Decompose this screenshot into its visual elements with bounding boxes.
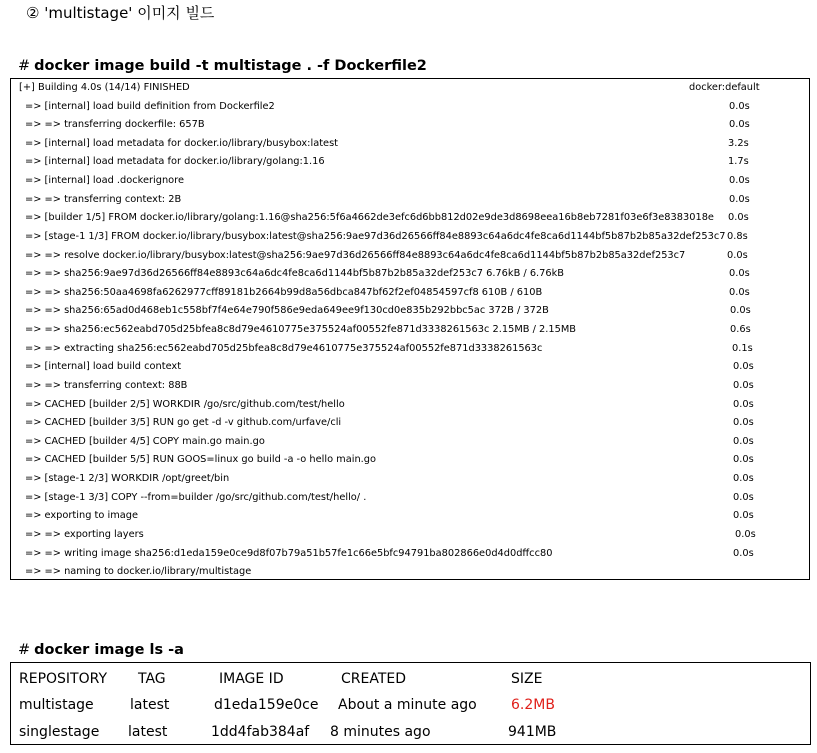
build-line-text: => [stage-1 3/3] COPY --from=builder /go/src/github.com/test/hello/ . <box>25 491 367 503</box>
cell-size-highlight: 6.2MB <box>511 697 555 713</box>
build-line-text: => [internal] load metadata for docker.io/library/golang:1.16 <box>25 156 325 168</box>
build-line-text: => => writing image sha256:d1eda159e0ce9d8f07b79a51b57fe1c66e5bfc94791ba802866e0d4d0dffcc80 <box>25 547 553 559</box>
build-line-time: 0.0s <box>733 361 754 373</box>
build-line-time: 0.0s <box>729 175 750 187</box>
build-line-text: => => transferring context: 88B <box>25 379 188 391</box>
header-repository: REPOSITORY <box>19 671 108 687</box>
build-line <box>11 396 809 415</box>
cell-image-id: d1eda159e0ce <box>214 697 319 713</box>
build-line-time: 0.0s <box>729 193 750 205</box>
build-line <box>11 284 809 303</box>
build-line <box>11 433 809 452</box>
build-line-time: 1.7s <box>728 156 749 168</box>
build-line-time: 0.0s <box>730 305 751 317</box>
build-line-time: 3.2s <box>728 137 749 149</box>
build-line-time: 0.1s <box>732 342 753 354</box>
build-line-time: 0.0s <box>728 212 749 224</box>
cell-repository: multistage <box>19 697 94 713</box>
build-line <box>11 191 809 210</box>
build-line <box>11 265 809 284</box>
step-title: ② 'multistage' 이미지 빌드 <box>26 4 215 22</box>
build-line <box>11 98 809 117</box>
build-line <box>11 377 809 396</box>
header-image-id: IMAGE ID <box>219 671 284 687</box>
ls-command-text: docker image ls -a <box>34 642 184 658</box>
build-line-text: => => exporting layers <box>25 528 144 540</box>
cell-image-id: 1dd4fab384af <box>211 724 310 740</box>
build-line <box>11 247 809 266</box>
build-header <box>11 79 809 98</box>
build-line-time: 0.0s <box>733 473 754 485</box>
build-line-time: 0.8s <box>727 230 748 242</box>
header-tag: TAG <box>138 671 166 687</box>
build-line-time: 0.6s <box>730 324 751 336</box>
build-line-text: => [stage-1 1/3] FROM docker.io/library/busybox:latest@sha256:9ae97d36d26566ff84e8893c64a6dc4fe8ca6d1144bf5b87b2b85a32def253c7 <box>25 230 726 242</box>
cell-tag: latest <box>130 697 170 713</box>
build-line-text: => => sha256:50aa4698fa6262977cff89181b2664b99d8a56dbca847bf62f2ef04854597cf8 610B / 610B <box>25 286 543 298</box>
build-line-text: => => transferring dockerfile: 657B <box>25 119 205 131</box>
build-line-text: => => sha256:65ad0d468eb1c558bf7f4e64e790f586e9eda649ee9f130cd0e835b292bbc5ac 372B / 372B <box>25 305 549 317</box>
build-line-text: => CACHED [builder 4/5] COPY main.go main.go <box>25 435 265 447</box>
build-line-text: => [builder 1/5] FROM docker.io/library/golang:1.16@sha256:5f6a4662de3efc6d6bb812d02e9de3d8698eea16b8eb7281f03e6f3e8383018e <box>25 212 714 224</box>
build-command <box>18 57 427 75</box>
build-line-time: 0.0s <box>729 286 750 298</box>
build-line-text: => [stage-1 2/3] WORKDIR /opt/greet/bin <box>25 473 230 485</box>
build-line-text: => exporting to image <box>25 510 138 522</box>
build-line-text: => CACHED [builder 2/5] WORKDIR /go/src/github.com/test/hello <box>25 398 345 410</box>
header-created: CREATED <box>341 671 407 687</box>
build-line-text: => => resolve docker.io/library/busybox:latest@sha256:9ae97d36d26566ff84e8893c64a6dc4fe8ca6d1144bf5b87b2b85a32def253c7 <box>25 249 686 261</box>
cell-created: 8 minutes ago <box>330 724 431 740</box>
ls-command <box>18 641 184 659</box>
table-header-row <box>11 666 810 692</box>
cell-tag: latest <box>128 724 168 740</box>
build-line <box>11 302 809 321</box>
build-line <box>11 526 809 545</box>
build-line-text: => [internal] load build definition from Dockerfile2 <box>25 100 275 112</box>
build-line <box>11 414 809 433</box>
build-line-text: => => naming to docker.io/library/multistage <box>25 566 252 578</box>
build-line-time: 0.0s <box>733 379 754 391</box>
build-line-text: => CACHED [builder 5/5] RUN GOOS=linux go build -a -o hello main.go <box>25 454 376 466</box>
build-line <box>11 209 809 228</box>
build-line-text: => => transferring context: 2B <box>25 193 182 205</box>
build-line-time: 0.0s <box>733 417 754 429</box>
build-line <box>11 563 809 582</box>
build-line-time: 0.0s <box>733 435 754 447</box>
build-line-time: 0.0s <box>729 100 750 112</box>
build-line <box>11 470 809 489</box>
build-line <box>11 153 809 172</box>
build-line <box>11 135 809 154</box>
build-line-text: => [internal] load build context <box>25 361 182 373</box>
build-line <box>11 451 809 470</box>
build-line <box>11 228 809 247</box>
build-output-box <box>10 78 810 580</box>
build-command-text: docker image build -t multistage . -f Dockerfile2 <box>34 58 427 74</box>
cell-created: About a minute ago <box>338 697 477 713</box>
build-line-time: 0.0s <box>733 547 754 559</box>
build-line-time: 0.0s <box>733 454 754 466</box>
build-line-text: => => extracting sha256:ec562eabd705d25bfea8c8d79e4610775e375524af00552fe871d3338261563c <box>25 342 543 354</box>
build-line-time: 0.0s <box>727 249 748 261</box>
build-line-text: => [internal] load metadata for docker.io/library/busybox:latest <box>25 137 339 149</box>
build-line-text: => => sha256:9ae97d36d26566ff84e8893c64a6dc4fe8ca6d1144bf5b87b2b85a32def253c7 6.76kB / 6.76kB <box>25 268 565 280</box>
build-line-text: => => sha256:ec562eabd705d25bfea8c8d79e4610775e375524af00552fe871d3338261563c 2.15MB / 2.15MB <box>25 324 577 336</box>
build-line-time: 0.0s <box>729 268 750 280</box>
cell-size: 941MB <box>508 724 557 740</box>
table-row <box>11 692 810 718</box>
build-line <box>11 172 809 191</box>
build-line-time: 0.0s <box>735 528 756 540</box>
build-line <box>11 489 809 508</box>
build-header-text: [+] Building 4.0s (14/14) FINISHED <box>19 82 190 93</box>
build-header-right: docker:default <box>689 82 760 93</box>
header-size: SIZE <box>511 671 543 687</box>
table-row <box>11 719 810 745</box>
build-line-time: 0.0s <box>733 491 754 503</box>
image-list-table <box>10 662 811 745</box>
build-line-text: => [internal] load .dockerignore <box>25 175 185 187</box>
build-line-time: 0.0s <box>733 510 754 522</box>
build-line <box>11 340 809 359</box>
build-line <box>11 507 809 526</box>
command-hash: # <box>18 642 31 658</box>
build-line <box>11 321 809 340</box>
command-hash: # <box>18 58 31 74</box>
build-line <box>11 116 809 135</box>
build-line <box>11 545 809 564</box>
build-line-text: => CACHED [builder 3/5] RUN go get -d -v github.com/urfave/cli <box>25 417 342 429</box>
build-line <box>11 358 809 377</box>
build-line-time: 0.0s <box>729 119 750 131</box>
cell-repository: singlestage <box>19 724 100 740</box>
build-line-time: 0.0s <box>733 398 754 410</box>
